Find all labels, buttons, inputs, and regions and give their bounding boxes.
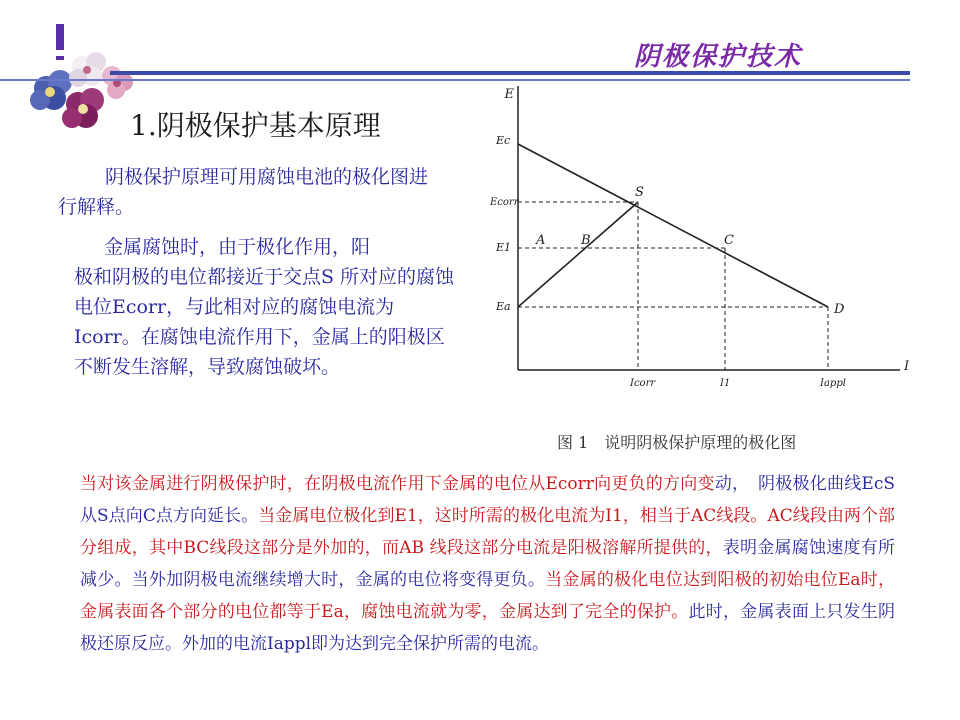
explanation-red-3: 当金属的极化电位达到阳极的初始电位Ea时，金属表面各个部分的电位都等于Ea，腐蚀电流就为零，金属达到了完全的保护。 xyxy=(80,570,896,622)
explanation-blue-2: 表明金属腐蚀速度有所减少。当外加阴极电流继续增大时，金属的电位将变得更负。 xyxy=(80,538,895,590)
flower-purple xyxy=(62,88,104,128)
flower-decoration xyxy=(20,42,140,132)
anodic-polarization-line xyxy=(518,202,638,307)
cathodic-polarization-line xyxy=(518,144,828,307)
intro-paragraph: 阴极保护原理可用腐蚀电池的极化图进行解释。 xyxy=(58,166,429,218)
label-i1: I1 xyxy=(720,378,731,389)
explanation-red-1: 当对该金属进行阴极保护时，在阴极电流作用下金属的电位从Ecorr向更负的方向变 xyxy=(80,474,715,494)
explanation-paragraph xyxy=(74,232,458,382)
dashed-guides xyxy=(518,202,828,370)
label-point-b: B xyxy=(581,233,591,248)
protection-explanation xyxy=(80,468,895,660)
label-e1: E1 xyxy=(496,241,512,254)
explanation-blue-3: 此时，金属表面上只发生阴极还原反应。外加的电流Iappl即为达到完全保护所需的电流。 xyxy=(80,602,895,654)
explanation-red-2: 当金属电位极化到E1，这时所需的极化电流为I1，相当于AC线段。AC线段由两个部分组成，其中BC线段这部分是外加的，而AB 线段这部分电流是阳极溶解所提供的， xyxy=(80,506,895,558)
label-iappl: Iappl xyxy=(820,378,846,389)
explanation-line-1: 金属腐蚀时，由于极化作用，阳 xyxy=(104,236,371,258)
polarization-diagram xyxy=(488,78,920,458)
label-ec: Ec xyxy=(496,134,511,147)
label-ecorr: Ecorr xyxy=(490,197,519,208)
label-icorr: Icorr xyxy=(630,378,656,389)
section-title: 1.阴极保护基本原理 xyxy=(130,109,381,142)
label-ea: Ea xyxy=(496,300,511,313)
label-point-d: D xyxy=(834,302,845,317)
i-axis-label: I xyxy=(904,359,910,374)
flower-white xyxy=(69,52,106,87)
label-point-a: A xyxy=(536,233,546,248)
figure-caption: 图 1 说明阴极保护原理的极化图 xyxy=(557,433,797,452)
explanation-body: 极和阴极的电位都接近于交点S 所对应的腐蚀电位Ecorr，与此相对应的腐蚀电流为Icorr。在腐蚀电流作用下，金属上的阳极区不断发生溶解，导致腐蚀破坏。 xyxy=(74,266,455,378)
explanation-blue-1: 动， 阴极极化曲线EcS 从S点向C点方向延长。 xyxy=(80,474,896,526)
header-title: 阴极保护技术 xyxy=(633,42,802,72)
e-axis-label: E xyxy=(504,87,514,102)
flower-blue xyxy=(30,70,72,110)
label-point-c: C xyxy=(724,233,734,248)
label-point-s: S xyxy=(635,185,644,200)
